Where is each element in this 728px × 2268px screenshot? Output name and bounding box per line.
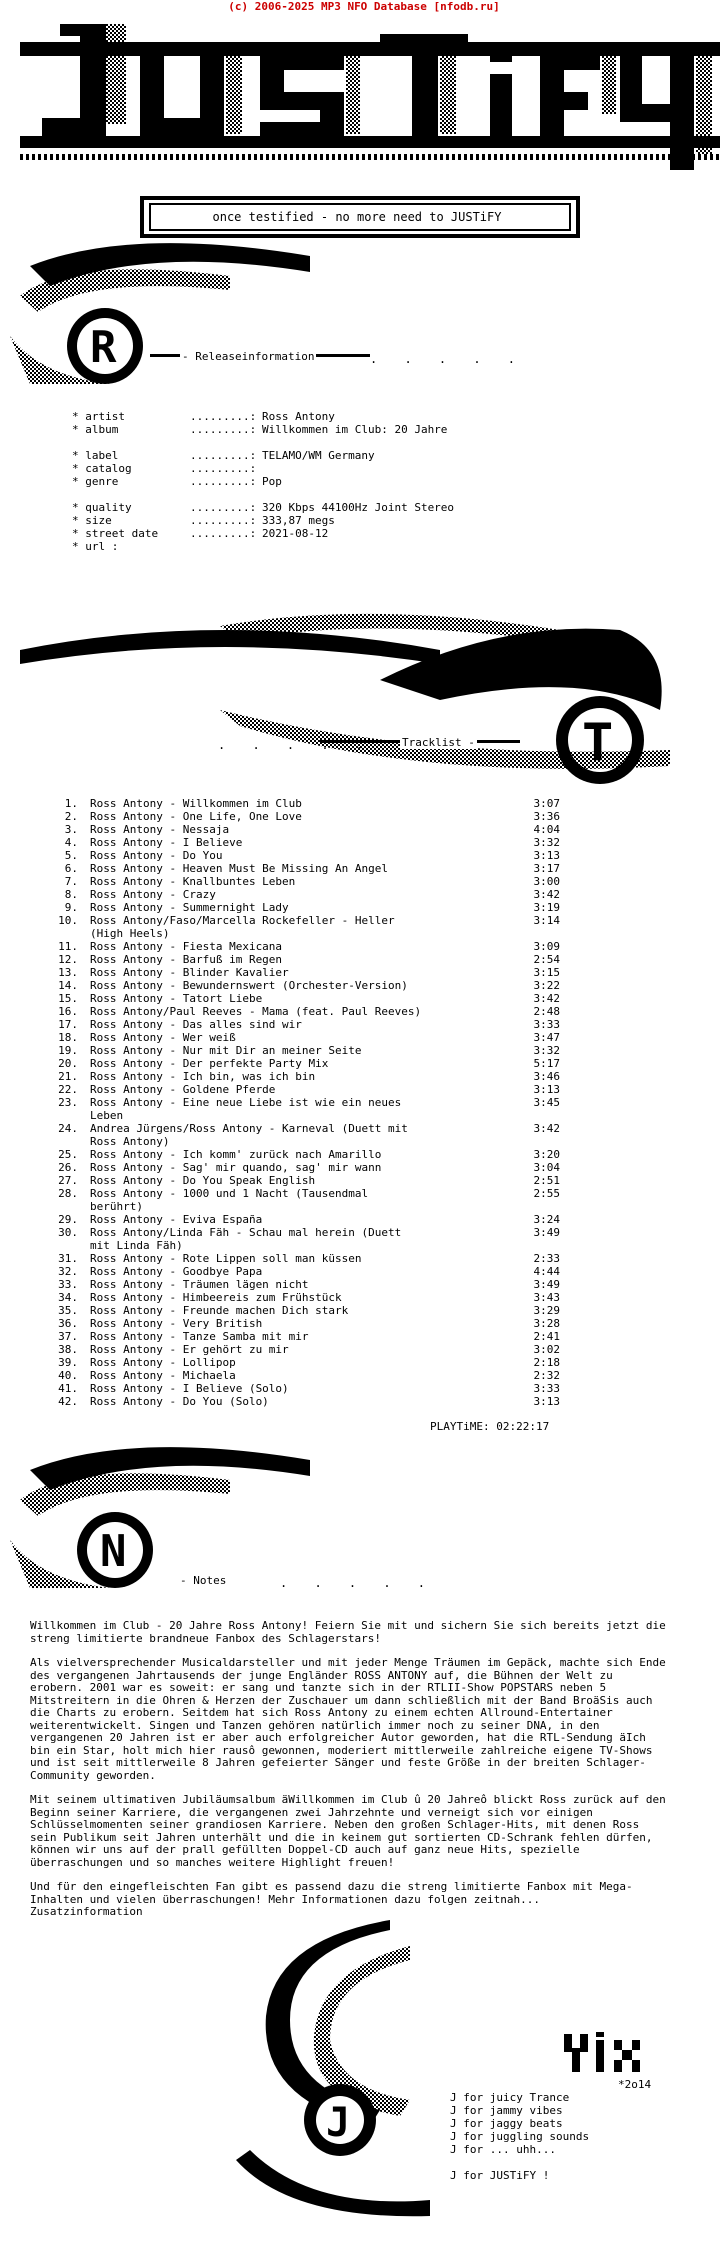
track-time: 3:49 — [533, 1226, 560, 1239]
track-row — [40, 1278, 560, 1291]
release-field-dots: .........: — [190, 527, 257, 540]
release-field-value: Pop — [262, 475, 282, 488]
notes-swirl-art — [10, 1440, 530, 1590]
notes-paragraph: Willkommen im Club - 20 Jahre Ross Antony! Feiern Sie mit und sichern Sie sich bereits jetzt die streng limitierte brandneue Fanbox des Schlagerstars! — [30, 1619, 666, 1645]
release-field-key: * album — [72, 423, 119, 436]
track-title: Ross Antony - Do You (Solo) — [90, 1395, 269, 1408]
release-field-key: * quality — [72, 501, 132, 514]
tracklist-swirl-art — [20, 590, 710, 790]
track-row — [40, 888, 560, 901]
track-title: Ross Antony - Summernight Lady — [90, 901, 289, 914]
track-title: Ross Antony - Bewundernswert (Orchester-Version) — [90, 979, 408, 992]
svg-text:R: R — [90, 322, 117, 373]
footer-line: J for juicy Trance — [450, 2091, 570, 2104]
footer-line: J for jammy vibes — [450, 2104, 563, 2117]
svg-text:J: J — [326, 2100, 351, 2146]
track-row — [40, 1200, 560, 1213]
tagline — [147, 202, 567, 232]
track-row — [40, 862, 560, 875]
release-field — [72, 475, 454, 488]
release-field-dots: .........: — [190, 410, 257, 423]
track-title: Ross Antony - Wer weiß — [90, 1031, 236, 1044]
track-number: 7. — [64, 875, 78, 888]
credit-line: (c) 2006-2025 MP3 NFO Database [nfodb.ru] — [228, 0, 500, 13]
track-time: 3:43 — [533, 1291, 560, 1304]
track-title: Ross Antony - Michaela — [90, 1369, 236, 1382]
track-title: Ross Antony/Paul Reeves - Mama (feat. Paul Reeves) — [90, 1005, 422, 1018]
track-time: 3:33 — [533, 1018, 560, 1031]
track-row — [40, 875, 560, 888]
track-number: 15. — [58, 992, 78, 1005]
track-title: Ross Antony - Er gehört zu mir — [90, 1343, 289, 1356]
notes-paragraph: Und für den eingefleischten Fan gibt es passend dazu die streng limitierte Fanbox mit Mega-Inhalten und vielen überraschungen! Mehr Informationen dazu folgen zeitnah... Zusatzinformation — [30, 1880, 633, 1918]
track-row — [40, 1252, 560, 1265]
release-field — [72, 436, 454, 449]
track-time: 3:47 — [533, 1031, 560, 1044]
track-title: Ross Antony - Knallbuntes Leben — [90, 875, 296, 888]
track-row — [40, 1057, 560, 1070]
track-title: Ross Antony - Goodbye Papa — [90, 1265, 263, 1278]
tagline-text: once testified - no more need to JUSTiFY — [212, 210, 502, 224]
track-row — [40, 1291, 560, 1304]
release-field-value: Willkommen im Club: 20 Jahre — [262, 423, 448, 436]
track-time: 3:45 — [533, 1096, 560, 1109]
track-time: 3:33 — [533, 1382, 560, 1395]
track-row — [40, 810, 560, 823]
track-row — [40, 1135, 560, 1148]
track-title: Andrea Jürgens/Ross Antony - Karneval (Duett mit — [90, 1122, 408, 1135]
track-title: Ross Antony - Crazy — [90, 888, 216, 901]
track-number: 32. — [58, 1265, 78, 1278]
track-number: 3. — [64, 823, 78, 836]
track-title: Ross Antony - I Believe — [90, 836, 243, 849]
svg-text:N: N — [100, 1526, 127, 1577]
track-number: 19. — [58, 1044, 78, 1057]
track-time: 3:09 — [533, 940, 560, 953]
track-title: Ross Antony - Very British — [90, 1317, 263, 1330]
release-field-value: TELAMO/WM Germany — [262, 449, 375, 462]
track-row — [40, 979, 560, 992]
track-title: Ross Antony - Rote Lippen soll man küssen — [90, 1252, 362, 1265]
track-time: 2:51 — [533, 1174, 560, 1187]
track-row — [40, 1148, 560, 1161]
track-title: Ross Antony - Willkommen im Club — [90, 797, 302, 810]
track-row — [40, 1018, 560, 1031]
track-time: 5:17 — [533, 1057, 560, 1070]
track-time: 3:07 — [533, 797, 560, 810]
track-number: 11. — [58, 940, 78, 953]
footer-line: J for ... uhh... — [450, 2143, 556, 2156]
track-number: 13. — [58, 966, 78, 979]
track-row — [40, 1213, 560, 1226]
track-number: 37. — [58, 1330, 78, 1343]
track-number — [40, 1200, 90, 1213]
release-field-key: * size — [72, 514, 112, 527]
track-title: Ross Antony - Tatort Liebe — [90, 992, 263, 1005]
track-row — [40, 966, 560, 979]
justify-logo — [20, 14, 720, 194]
track-row — [40, 1226, 560, 1239]
svg-text:T: T — [582, 713, 614, 773]
release-field-key: * url : — [72, 540, 119, 553]
track-number: 41. — [58, 1382, 78, 1395]
track-number: 20. — [58, 1057, 78, 1070]
track-title: Ross Antony - Blinder Kavalier — [90, 966, 289, 979]
track-title: berührt) — [90, 1200, 143, 1213]
release-field-dots: .........: — [190, 514, 257, 527]
track-row — [40, 992, 560, 1005]
release-field-dots: .........: — [190, 462, 257, 475]
notes-paragraph: Als vielversprechender Musicaldarsteller und mit jeder Menge Träumen im Gepäck, machte sich Ende des vergangenen Jahrtausends der junge Engländer ROSS ANTONY auf, die Bühnen der Welt zu erobern. 2001 war es soweit: er sang und tanzte sich in der RTLII-Show POPSTARS neben 5 Mitstreitern in die Ohren & Herzen der Zuschauer um dann schließlich mit der Band BroäSis auch die Charts zu erobern. Seitdem hat sich Ross Antony zu einem echten Allround-Entertainer weiterentwickelt. Singen und Tanzen gehören natürlich immer noch zu seiner DNA, in den vergangenen 20 Jahren ist er aber auch erfolgreicher Autor geworden, hat die RTL-Sendung äIch bin ein Star, holt mich hier rausô gewonnen, moderiert mittlerweile zahlreiche eigene TV-Shows und ist seit mittlerweile 8 Jahren gefeierter Sänger und feste Größe in der breiten Schlager-Community geworden. — [30, 1656, 666, 1782]
release-field-key: * genre — [72, 475, 119, 488]
track-time: 3:46 — [533, 1070, 560, 1083]
track-time: 2:48 — [533, 1005, 560, 1018]
track-number: 16. — [58, 1005, 78, 1018]
track-time: 3:13 — [533, 849, 560, 862]
notes-text — [30, 1620, 670, 1931]
footer-line: J for juggling sounds — [450, 2130, 590, 2143]
track-time: 3:00 — [533, 875, 560, 888]
track-time: 3:13 — [533, 1395, 560, 1408]
track-title: Ross Antony - Träumen lägen nicht — [90, 1278, 309, 1291]
release-field-key — [72, 488, 190, 501]
track-time: 3:13 — [533, 1083, 560, 1096]
track-number — [40, 1109, 90, 1122]
track-number: 8. — [64, 888, 78, 901]
track-number: 12. — [58, 953, 78, 966]
track-title: (High Heels) — [90, 927, 170, 940]
track-row — [40, 1122, 560, 1135]
release-field — [72, 527, 454, 540]
track-title: Ross Antony) — [90, 1135, 170, 1148]
track-row — [40, 914, 560, 927]
track-row — [40, 1343, 560, 1356]
release-field — [72, 462, 454, 475]
track-row — [40, 953, 560, 966]
release-field-dots — [190, 436, 262, 449]
track-number: 26. — [58, 1161, 78, 1174]
release-info — [72, 410, 454, 553]
track-title: Ross Antony - Do You — [90, 849, 223, 862]
track-title: Ross Antony - Goldene Pferde — [90, 1083, 276, 1096]
track-time: 3:24 — [533, 1213, 560, 1226]
release-field-value: 320 Kbps 44100Hz Joint Stereo — [262, 501, 455, 514]
track-time: 3:32 — [533, 836, 560, 849]
yix-logo — [560, 2030, 660, 2078]
track-time: 3:36 — [533, 810, 560, 823]
release-field — [72, 488, 454, 501]
track-number: 25. — [58, 1148, 78, 1161]
track-title: Ross Antony/Linda Fäh - Schau mal herein (Duett — [90, 1226, 402, 1239]
track-time: 2:55 — [533, 1187, 560, 1200]
release-field-key — [72, 436, 190, 449]
release-field-value: 333,87 megs — [262, 514, 335, 527]
track-title: Ross Antony - 1000 und 1 Nacht (Tausendmal — [90, 1187, 369, 1200]
release-field — [72, 449, 454, 462]
release-field-value: 2021-08-12 — [262, 527, 329, 540]
footer-line: J for JUSTiFY ! — [450, 2169, 550, 2182]
track-title: Ross Antony - Freunde machen Dich stark — [90, 1304, 349, 1317]
footer-line: J for jaggy beats — [450, 2117, 563, 2130]
release-field-dots: .........: — [190, 501, 257, 514]
track-row — [40, 1382, 560, 1395]
track-row — [40, 940, 560, 953]
release-field — [72, 423, 454, 436]
track-time: 3:28 — [533, 1317, 560, 1330]
track-row — [40, 1031, 560, 1044]
track-title: Ross Antony - Barfuß im Regen — [90, 953, 283, 966]
track-number — [40, 1135, 90, 1148]
track-time: 2:41 — [533, 1330, 560, 1343]
track-title: Ross Antony - Nessaja — [90, 823, 230, 836]
release-field-key: * label — [72, 449, 119, 462]
track-time — [510, 1239, 560, 1252]
track-title: Ross Antony - Lollipop — [90, 1356, 236, 1369]
release-field-dots — [190, 540, 262, 553]
track-number: 40. — [58, 1369, 78, 1382]
section-label-tracklist: Tracklist - — [402, 736, 475, 749]
track-number: 10. — [58, 914, 78, 927]
track-title: Ross Antony - One Life, One Love — [90, 810, 302, 823]
track-title: Ross Antony - Tanze Samba mit mir — [90, 1330, 309, 1343]
track-title: Ross Antony - Eviva España — [90, 1213, 263, 1226]
track-number: 18. — [58, 1031, 78, 1044]
track-row — [40, 1265, 560, 1278]
track-number: 36. — [58, 1317, 78, 1330]
track-row — [40, 1395, 560, 1408]
track-time: 2:33 — [533, 1252, 560, 1265]
track-row — [40, 1356, 560, 1369]
track-title: Ross Antony/Faso/Marcella Rockefeller - Heller — [90, 914, 395, 927]
release-field-dots: .........: — [190, 475, 257, 488]
track-number: 30. — [58, 1226, 78, 1239]
track-number: 39. — [58, 1356, 78, 1369]
release-field — [72, 514, 454, 527]
playtime: PLAYTiME: 02:22:17 — [430, 1420, 550, 1433]
track-title: Ross Antony - Der perfekte Party Mix — [90, 1057, 329, 1070]
track-number: 33. — [58, 1278, 78, 1291]
track-number: 42. — [58, 1395, 78, 1408]
track-number: 23. — [58, 1096, 78, 1109]
track-title: Ross Antony - Heaven Must Be Missing An Angel — [90, 862, 389, 875]
footer-swirl-art — [230, 1920, 450, 2220]
track-time: 3:17 — [533, 862, 560, 875]
track-row — [40, 1304, 560, 1317]
track-title: Ross Antony - Do You Speak English — [90, 1174, 316, 1187]
track-time: 3:32 — [533, 1044, 560, 1057]
track-number: 29. — [58, 1213, 78, 1226]
track-number — [40, 1239, 90, 1252]
track-number: 2. — [64, 810, 78, 823]
track-time: 3:15 — [533, 966, 560, 979]
track-row — [40, 1330, 560, 1343]
track-number: 5. — [64, 849, 78, 862]
track-row — [40, 901, 560, 914]
track-row — [40, 1083, 560, 1096]
release-field-value: Ross Antony — [262, 410, 335, 423]
tracklist-divider-dots: . . . . . — [218, 738, 374, 752]
track-title: Ross Antony - Nur mit Dir an meiner Seite — [90, 1044, 362, 1057]
track-time: 2:18 — [533, 1356, 560, 1369]
track-number: 28. — [58, 1187, 78, 1200]
release-field — [72, 540, 454, 553]
track-title: mit Linda Fäh) — [90, 1239, 183, 1252]
track-time: 3:19 — [533, 901, 560, 914]
track-row — [40, 797, 560, 810]
track-row — [40, 1369, 560, 1382]
track-row — [40, 849, 560, 862]
track-time: 3:02 — [533, 1343, 560, 1356]
track-time: 3:04 — [533, 1161, 560, 1174]
notes-paragraph: Mit seinem ultimativen Jubiläumsalbum äWillkommen im Club û 20 Jahreô blickt Ross zurück auf den Beginn seiner Karriere, die vergangenen zwei Jahrzehnte und verneigt sich vor einigen Schlüsselmomenten seiner grandiosen Karriere. Neben den großen Schlager-Hits, mit denen Ross sein Publikum seit Jahren unterhält und die in keinem gut sortierten CD-Schrank fehlen dürfen, können wir uns auf der prall gefüllten Doppel-CD auch auf ganz neue Hits, spezielle überraschungen und so manches weitere Highlight freuen! — [30, 1793, 666, 1869]
track-number: 35. — [58, 1304, 78, 1317]
footer-j-list — [450, 2091, 589, 2182]
section-divider-dots: . . . . . — [370, 352, 526, 366]
release-field-key: * street date — [72, 527, 159, 540]
footer-line — [450, 2156, 589, 2169]
track-time: 2:54 — [533, 953, 560, 966]
track-time — [510, 927, 560, 940]
track-row — [40, 1044, 560, 1057]
track-time: 3:42 — [533, 888, 560, 901]
track-title: Ross Antony - Ich komm' zurück nach Amarillo — [90, 1148, 382, 1161]
track-row — [40, 1239, 560, 1252]
track-title: Ross Antony - Ich bin, was ich bin — [90, 1070, 316, 1083]
track-row — [40, 1174, 560, 1187]
track-number: 24. — [58, 1122, 78, 1135]
track-time: 3:22 — [533, 979, 560, 992]
track-row — [40, 1070, 560, 1083]
track-number: 22. — [58, 1083, 78, 1096]
track-row — [40, 1109, 560, 1122]
tracklist — [40, 797, 560, 1408]
track-number: 1. — [64, 797, 78, 810]
track-number: 38. — [58, 1343, 78, 1356]
section-label-notes: - Notes — [180, 1574, 227, 1587]
track-title: Leben — [90, 1109, 124, 1122]
track-time: 3:49 — [533, 1278, 560, 1291]
release-field-dots: .........: — [190, 423, 257, 436]
notes-divider-dots: . . . . . — [280, 1576, 436, 1590]
track-time: 3:14 — [533, 914, 560, 927]
track-time: 4:44 — [533, 1265, 560, 1278]
track-number: 17. — [58, 1018, 78, 1031]
track-row — [40, 836, 560, 849]
track-number: 14. — [58, 979, 78, 992]
track-time — [510, 1135, 560, 1148]
track-row — [40, 1096, 560, 1109]
track-number: 27. — [58, 1174, 78, 1187]
track-time — [510, 1200, 560, 1213]
track-time: 3:42 — [533, 1122, 560, 1135]
track-title: Ross Antony - Sag' mir quando, sag' mir wann — [90, 1161, 382, 1174]
track-number: 6. — [64, 862, 78, 875]
track-time: 3:42 — [533, 992, 560, 1005]
track-number: 34. — [58, 1291, 78, 1304]
track-row — [40, 823, 560, 836]
track-number: 21. — [58, 1070, 78, 1083]
release-field-key: * catalog — [72, 462, 132, 475]
release-field-dots — [190, 488, 262, 501]
track-title: Ross Antony - Eine neue Liebe ist wie ein neues — [90, 1096, 402, 1109]
track-time: 2:32 — [533, 1369, 560, 1382]
track-time: 3:20 — [533, 1148, 560, 1161]
track-title: Ross Antony - Das alles sind wir — [90, 1018, 302, 1031]
track-row — [40, 1005, 560, 1018]
track-number: 4. — [64, 836, 78, 849]
track-row — [40, 1317, 560, 1330]
release-field — [72, 501, 454, 514]
track-number: 31. — [58, 1252, 78, 1265]
track-time: 3:29 — [533, 1304, 560, 1317]
track-row — [40, 1161, 560, 1174]
track-title: Ross Antony - I Believe (Solo) — [90, 1382, 289, 1395]
track-title: Ross Antony - Himbeereis zum Frühstück — [90, 1291, 342, 1304]
track-number — [40, 927, 90, 940]
track-number: 9. — [64, 901, 78, 914]
release-field-dots: .........: — [190, 449, 257, 462]
track-title: Ross Antony - Fiesta Mexicana — [90, 940, 283, 953]
yix-tag: *2o14 — [618, 2078, 652, 2091]
track-time: 4:04 — [533, 823, 560, 836]
section-label-releaseinformation: - Releaseinformation — [182, 350, 315, 363]
release-field — [72, 410, 454, 423]
release-field-key: * artist — [72, 410, 125, 423]
track-row — [40, 927, 560, 940]
track-time — [510, 1109, 560, 1122]
track-row — [40, 1187, 560, 1200]
